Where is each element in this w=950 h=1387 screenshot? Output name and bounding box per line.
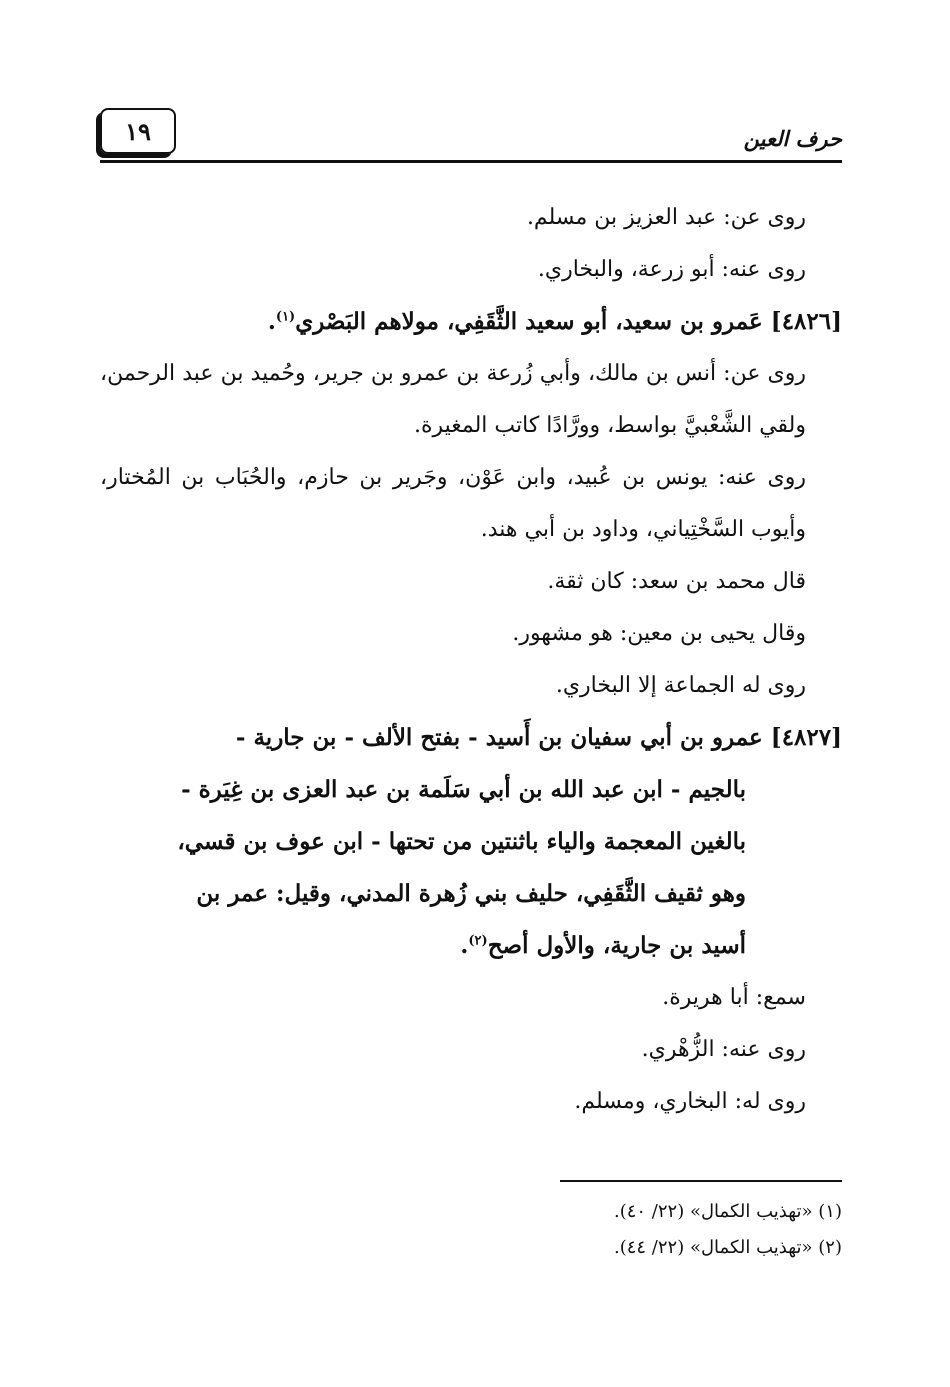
- statement-line: وقال يحيى بن معين: هو مشهور.: [512, 621, 806, 646]
- footnote-1: (١) «تهذيب الكمال» (٢٢/ ٤٠).: [613, 1201, 842, 1222]
- narrated-from-line: روى عن: عبد العزيز بن مسلم.: [526, 205, 806, 230]
- heard-from-line: سمع: أبا هريرة.: [662, 985, 806, 1010]
- page-number-box: [100, 108, 176, 154]
- footnote-ref: (٢): [468, 933, 488, 949]
- page-number: ١٩: [125, 116, 151, 146]
- narrated-from-paragraph: روى عن: أنس بن مالك، وأبي زُرعة بن عمرو بن جرير، وحُميد بن عبد الرحمن، ولقي الشَّعْبيَّ بواسط، وورَّادًا كاتب المغيرة.: [100, 361, 806, 438]
- footnote-2: (٢) «تهذيب الكمال» (٢٢/ ٤٤).: [613, 1237, 842, 1258]
- entry-number: [٤٨٢٦]: [770, 308, 842, 335]
- statement-line: قال محمد بن سعد: كان ثقة.: [547, 569, 806, 594]
- footnotes: [100, 1194, 842, 1266]
- entry-4827-heading: [100, 712, 842, 972]
- narrated-by-line: روى عنه: الزُّهْري.: [641, 1037, 806, 1062]
- entry-line: بالجيم - ابن عبد الله بن أبي سَلَمة بن عبد العزى بن غِيَرة -: [181, 776, 746, 803]
- footnote-ref: (١): [275, 309, 296, 325]
- entry-end: .: [460, 932, 469, 959]
- main-text: [100, 192, 842, 1128]
- narrated-for-line: روى له الجماعة إلا البخاري.: [555, 673, 806, 698]
- header-rule: [100, 160, 842, 163]
- page-header: [100, 108, 842, 158]
- entry-line: [100, 920, 842, 972]
- entry-title: عَمرو بن سعيد، أبو سعيد الثَّقَفِي، مولاهم البَصْري: [295, 308, 763, 335]
- entry-4826-heading: [100, 296, 842, 348]
- entry-line: بالغين المعجمة والياء باثنتين من تحتها - ابن عوف بن قسي،: [177, 828, 746, 855]
- narrated-by-paragraph: روى عنه: يونس بن عُبيد، وابن عَوْن، وجَرير بن حازم، والحُبَاب بن المُختار، وأيوب السَّخْتِياني، وداود بن أبي هند.: [100, 465, 806, 542]
- section-title: حرف العين: [743, 126, 842, 151]
- narrated-for-line: روى له: البخاري، ومسلم.: [574, 1089, 806, 1114]
- footnote-rule: [560, 1180, 842, 1182]
- entry-number: [٤٨٢٧]: [770, 724, 842, 751]
- narrated-by-line: روى عنه: أبو زرعة، والبخاري.: [537, 257, 806, 282]
- entry-line-text: أسيد بن جارية، والأول أصح: [487, 932, 746, 959]
- entry-end: .: [267, 308, 276, 335]
- entry-line: [100, 712, 842, 764]
- entry-title: عمرو بن أبي سفيان بن أَسيد - بفتح الألف - بن جارية -: [235, 724, 763, 751]
- entry-line: وهو ثقيف الثَّقَفِي، حليف بني زُهرة المدني، وقيل: عمر بن: [196, 880, 746, 907]
